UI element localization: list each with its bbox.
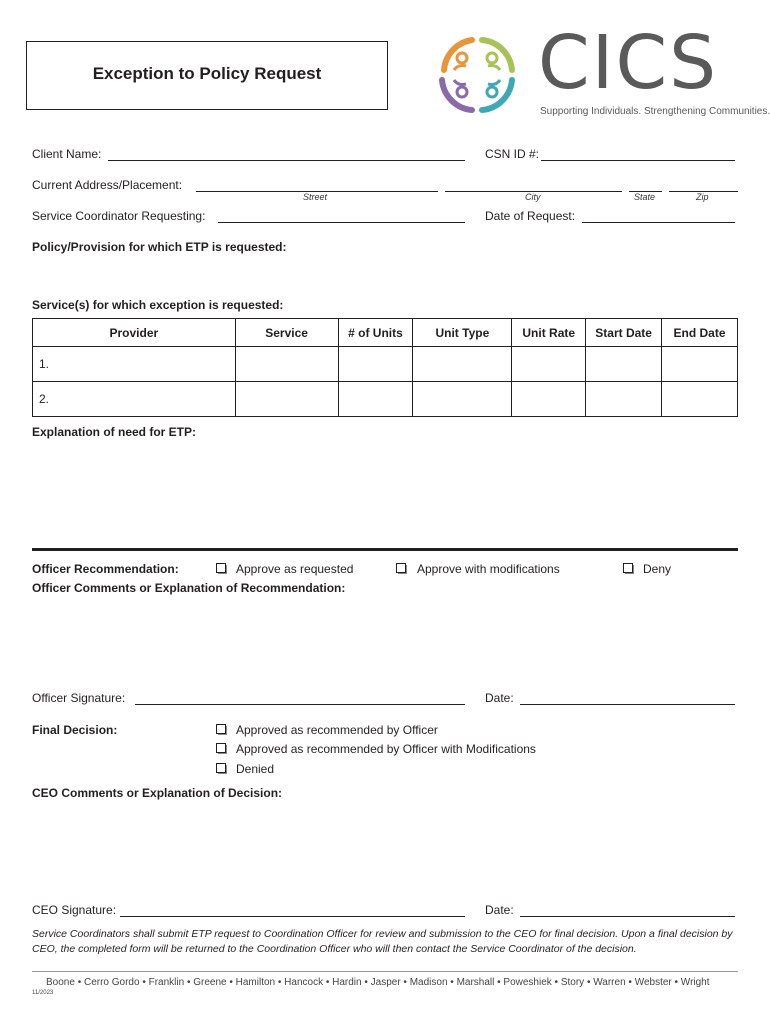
client-name-label: Client Name: bbox=[32, 147, 102, 161]
final-approved-checkbox[interactable] bbox=[216, 724, 226, 734]
logo-text: CICS bbox=[538, 20, 719, 106]
page-title: Exception to Policy Request bbox=[92, 64, 322, 83]
deny-checkbox[interactable] bbox=[623, 563, 633, 573]
table-cell[interactable] bbox=[512, 382, 586, 417]
table-cell[interactable] bbox=[413, 382, 512, 417]
officer-comments-label: Officer Comments or Explanation of Recommendation: bbox=[32, 581, 346, 595]
zip-caption: Zip bbox=[696, 192, 709, 202]
column-header: Service bbox=[235, 319, 338, 347]
table-row bbox=[33, 382, 738, 417]
column-header: Unit Type bbox=[413, 319, 512, 347]
cics-logo bbox=[432, 20, 770, 122]
final-approved-modifications-checkbox[interactable] bbox=[216, 743, 226, 753]
explanation-label: Explanation of need for ETP: bbox=[32, 425, 197, 439]
officer-date-label: Date: bbox=[485, 691, 514, 705]
client-name-field[interactable] bbox=[108, 160, 465, 161]
title-box bbox=[26, 41, 388, 110]
city-caption: City bbox=[525, 192, 541, 202]
policy-label: Policy/Provision for which ETP is requested: bbox=[32, 240, 287, 254]
final-decision-label: Final Decision: bbox=[32, 723, 118, 737]
table-cell[interactable] bbox=[512, 347, 586, 382]
column-header: End Date bbox=[662, 319, 738, 347]
submission-note: Service Coordinators shall submit ETP request to Coordination Officer for review and submission to the CEO for final decision. Upon a final decision by CEO, the completed form will be returned to the Coordination Officer who will then contact the Service Coordinator of the decision. bbox=[32, 928, 733, 955]
column-header: # of Units bbox=[338, 319, 413, 347]
service-coordinator-label: Service Coordinator Requesting: bbox=[32, 209, 206, 223]
logo-circle-icon bbox=[432, 30, 522, 120]
table-cell[interactable] bbox=[662, 347, 738, 382]
row-number[interactable]: 2. bbox=[33, 382, 236, 417]
csn-id-label: CSN ID #: bbox=[485, 147, 540, 161]
approve-with-modifications-checkbox[interactable] bbox=[396, 563, 406, 573]
ceo-comments-label: CEO Comments or Explanation of Decision: bbox=[32, 786, 283, 800]
approve-as-requested-label: Approve as requested bbox=[236, 562, 354, 576]
csn-id-field[interactable] bbox=[541, 160, 735, 161]
column-header: Unit Rate bbox=[512, 319, 586, 347]
table-row bbox=[33, 347, 738, 382]
street-caption: Street bbox=[303, 192, 328, 202]
table-cell[interactable] bbox=[235, 382, 338, 417]
officer-signature-field[interactable] bbox=[135, 704, 465, 705]
table-cell[interactable] bbox=[338, 347, 413, 382]
table-cell[interactable] bbox=[586, 347, 662, 382]
state-caption: State bbox=[634, 192, 656, 202]
final-denied-label: Denied bbox=[236, 762, 275, 776]
approve-with-modifications-label: Approve with modifications bbox=[417, 562, 560, 576]
date-of-request-label: Date of Request: bbox=[485, 209, 576, 223]
officer-recommendation-label: Officer Recommendation: bbox=[32, 562, 179, 576]
revision-date: 11/2023 bbox=[32, 990, 54, 996]
counties-list: Boone • Cerro Gordo • Franklin • Greene • Hamilton • Hancock • Hardin • Jasper • Madison • Marshall • Poweshiek • Story • Warren • Webster • Wright bbox=[46, 977, 710, 988]
table-cell[interactable] bbox=[235, 347, 338, 382]
column-header: Provider bbox=[33, 319, 236, 347]
table-cell[interactable] bbox=[662, 382, 738, 417]
ceo-date-field[interactable] bbox=[520, 916, 735, 917]
table-cell[interactable] bbox=[413, 347, 512, 382]
footer-divider bbox=[32, 971, 738, 972]
date-of-request-field[interactable] bbox=[582, 222, 735, 223]
table-header-row bbox=[33, 319, 738, 347]
services-label: Service(s) for which exception is requested: bbox=[32, 298, 284, 312]
service-coordinator-field[interactable] bbox=[218, 222, 465, 223]
ceo-signature-label: CEO Signature: bbox=[32, 903, 117, 917]
section-divider bbox=[32, 548, 738, 551]
final-approved-modifications-label: Approved as recommended by Officer with Modifications bbox=[236, 742, 536, 756]
final-approved-label: Approved as recommended by Officer bbox=[236, 723, 438, 737]
table-cell[interactable] bbox=[338, 382, 413, 417]
deny-label: Deny bbox=[643, 562, 672, 576]
table-cell[interactable] bbox=[586, 382, 662, 417]
ceo-date-label: Date: bbox=[485, 903, 514, 917]
row-number[interactable]: 1. bbox=[33, 347, 236, 382]
column-header: Start Date bbox=[586, 319, 662, 347]
ceo-signature-field[interactable] bbox=[120, 916, 465, 917]
officer-signature-label: Officer Signature: bbox=[32, 691, 126, 705]
logo-tagline: Supporting Individuals. Strengthening Communities. bbox=[540, 106, 770, 117]
officer-date-field[interactable] bbox=[520, 704, 735, 705]
final-denied-checkbox[interactable] bbox=[216, 763, 226, 773]
approve-as-requested-checkbox[interactable] bbox=[216, 563, 226, 573]
services-table bbox=[32, 318, 738, 417]
current-address-label: Current Address/Placement: bbox=[32, 178, 183, 192]
